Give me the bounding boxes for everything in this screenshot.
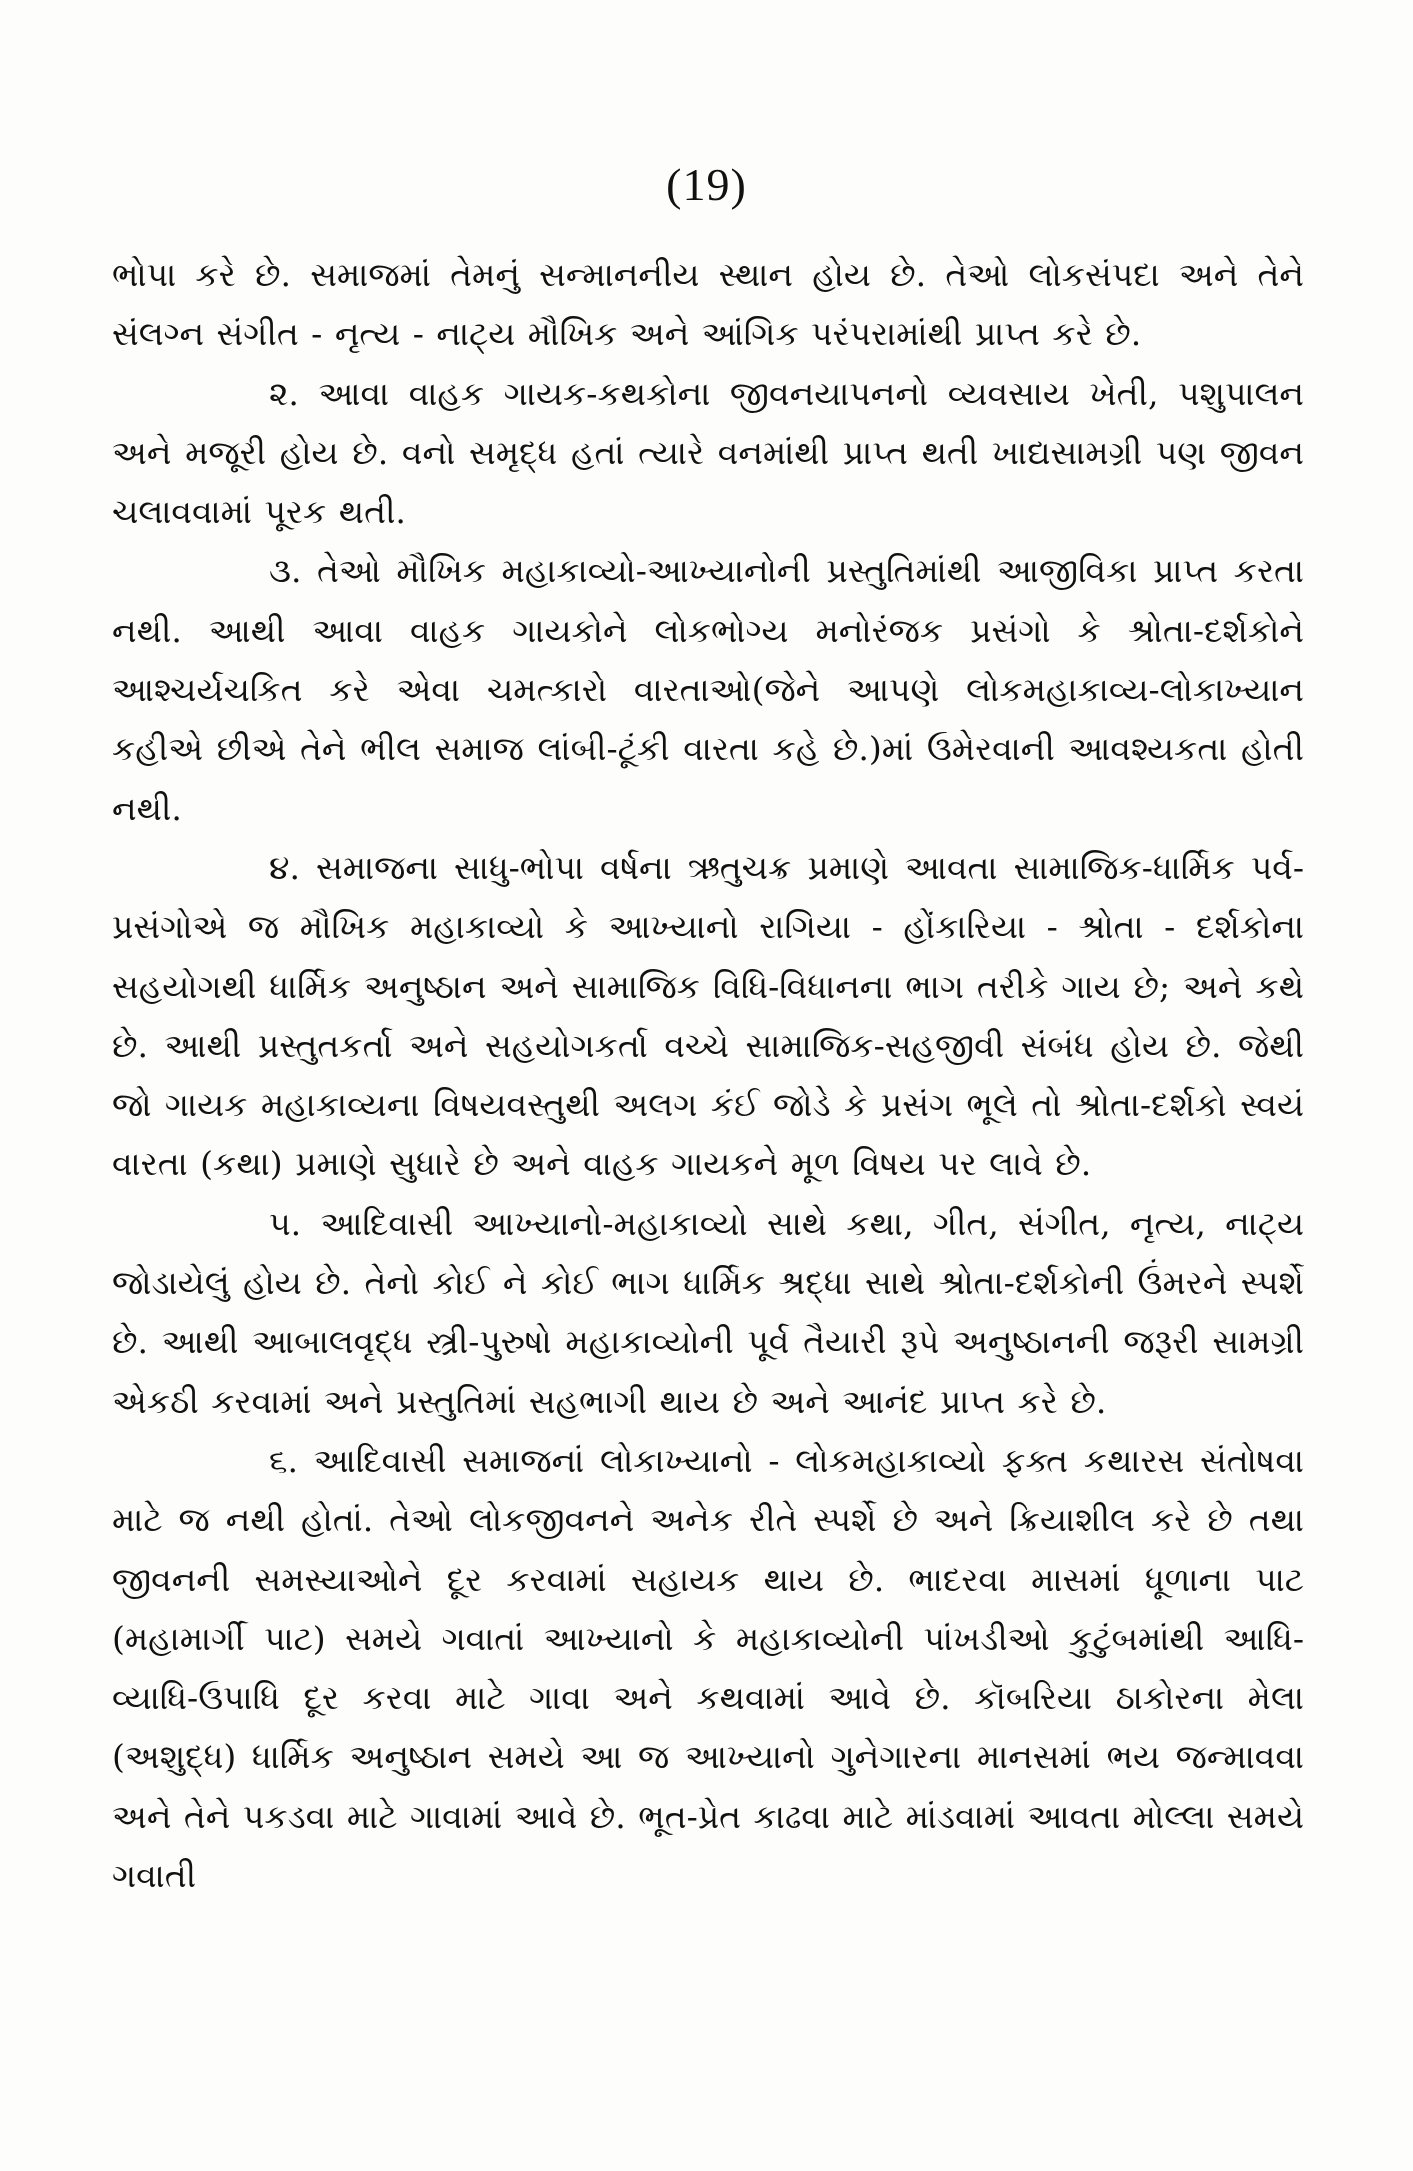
page-number: (19) [666, 159, 747, 210]
paragraph-point-5: ૫. આદિવાસી આખ્યાનો-મહાકાવ્યો સાથે કથા, ગીત, સંગીત, નૃત્ય, નાટ્ય જોડાયેલું હોય છે. તેનો કોઈ ને કોઈ ભાગ ધાર્મિક શ્રદ્ધા સાથે શ્રોતા-દર્શકોની ઉંમરને સ્પર્શે છે. આથી આબાલવૃદ્ધ સ્ત્રી-પુરુષો મહાકાવ્યોની પૂર્વ તૈયારી રૂપે અનુષ્ઠાનની જરૂરી સામગ્રી એકઠી કરવામાં અને પ્રસ્તુતિમાં સહભાગી થાય છે અને આનંદ પ્રાપ્ત કરે છે. [112, 1203, 1304, 1421]
paragraph-point-4: ૪. સમાજના સાધુ-ભોપા વર્ષના ઋતુચક્ર પ્રમાણે આવતા સામાજિક-ધાર્મિક પર્વ-પ્રસંગોએ જ મૌખિક મહાકાવ્યો કે આખ્યાનો રાગિયા - હોંકારિયા - શ્રોતા - દર્શકોના સહયોગથી ધાર્મિક અનુષ્ઠાન અને સામાજિક વિધિ-વિધાનના ભાગ તરીકે ગાય છે; અને કથે છે. આથી પ્રસ્તુતકર્તા અને સહયોગકર્તા વચ્ચે સામાજિક-સહજીવી સંબંધ હોય છે. જેથી જો ગાયક મહાકાવ્યના વિષયવસ્તુથી અલગ કંઈ જોડે કે પ્રસંગ ભૂલે તો શ્રોતા-દર્શકો સ્વયં વારતા (કથા) પ્રમાણે સુધારે છે અને વાહક ગાયકને મૂળ વિષય પર લાવે છે. [112, 847, 1304, 1184]
paragraph-continued: ભોપા કરે છે. સમાજમાં તેમનું સન્માનનીય સ્થાન હોય છે. તેઓ લોકસંપદા અને તેને સંલગ્ન સંગીત - નૃત્ય - નાટ્ય મૌખિક અને આંગિક પરંપરામાંથી પ્રાપ્ત કરે છે. [112, 255, 1304, 354]
paragraph-point-3: ૩. તેઓ મૌખિક મહાકાવ્યો-આખ્યાનોની પ્રસ્તુતિમાંથી આજીવિકા પ્રાપ્ત કરતા નથી. આથી આવા વાહક ગાયકોને લોકભોગ્ય મનોરંજક પ્રસંગો કે શ્રોતા-દર્શકોને આશ્ચર્યચકિત કરે એવા ચમત્કારો વારતાઓ(જેને આપણે લોકમહાકાવ્ય-લોકાખ્યાન કહીએ છીએ તેને ભીલ સમાજ લાંબી-ટૂંકી વારતા કહે છે.)માં ઉમેરવાની આવશ્યકતા હોતી નથી. [112, 551, 1304, 828]
paragraph-point-6: ૬. આદિવાસી સમાજનાં લોકાખ્યાનો - લોકમહાકાવ્યો ફક્ત કથારસ સંતોષવા માટે જ નથી હોતાં. તેઓ લોકજીવનને અનેક રીતે સ્પર્શે છે અને ક્રિયાશીલ કરે છે તથા જીવનની સમસ્યાઓને દૂર કરવામાં સહાયક થાય છે. ભાદરવા માસમાં ધૂળાના પાટ (મહામાર્ગી પાટ) સમયે ગવાતાં આખ્યાનો કે મહાકાવ્યોની પાંખડીઓ કુટુંબમાંથી આધિ-વ્યાધિ-ઉપાધિ દૂર કરવા માટે ગાવા અને કથવામાં આવે છે. કૉબરિયા ઠાકોરના મેલા (અશુદ્ધ) ધાર્મિક અનુષ્ઠાન સમયે આ જ આખ્યાનો ગુનેગારના માનસમાં ભય જન્માવવા અને તેને પકડવા માટે ગાવામાં આવે છે. ભૂત-પ્રેત કાઢવા માટે માંડવામાં આવતા મોલ્લા સમયે ગવાતી [112, 1440, 1304, 1896]
paragraph-point-2: ૨. આવા વાહક ગાયક-કથકોના જીવનયાપનનો વ્યવસાય ખેતી, પશુપાલન અને મજૂરી હોય છે. વનો સમૃદ્ધ હતાં ત્યારે વનમાંથી પ્રાપ્ત થતી ખાદ્યસામગ્રી પણ જીવન ચલાવવામાં પૂરક થતી. [112, 373, 1304, 532]
page-body [112, 245, 1304, 1905]
